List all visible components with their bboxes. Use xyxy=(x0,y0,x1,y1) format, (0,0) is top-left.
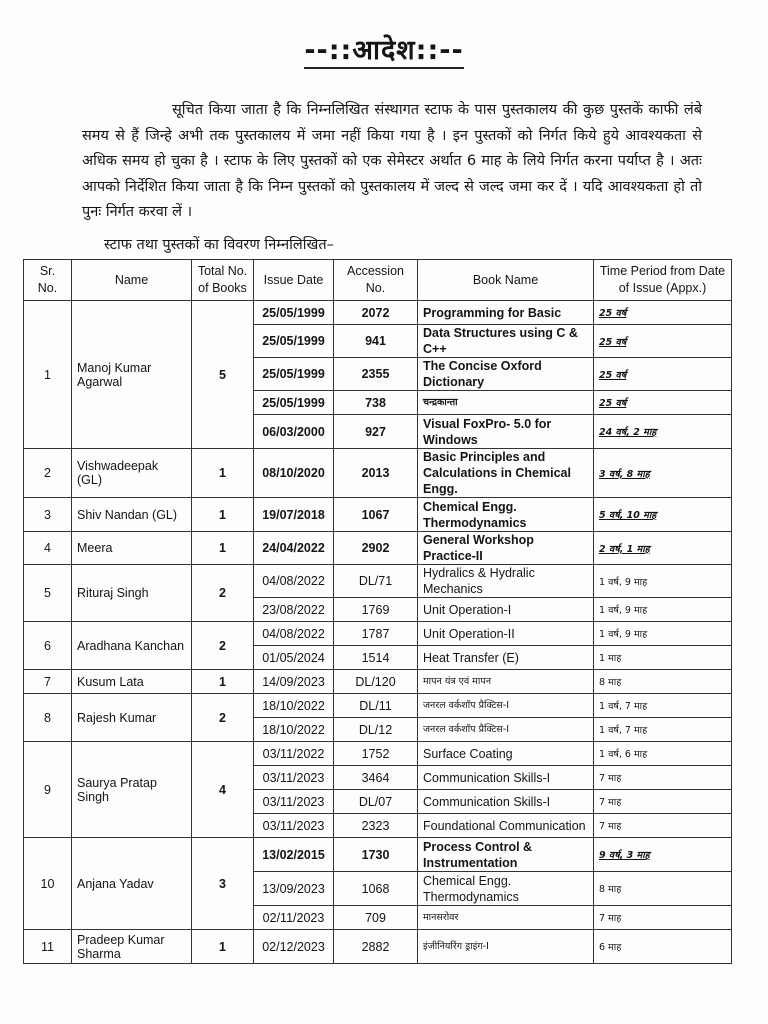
table-row xyxy=(24,930,732,964)
notice-paragraph: सूचित किया जाता है कि निम्नलिखित संस्थागत स्टाफ के पास पुस्तकालय की कुछ पुस्तकें काफी लंबे समय से हैं जिन्हे अभी तक पुस्तकालय में जमा नहीं किया गया है । इन पुस्तकों को निर्गत किये हुये आवश्यकता से अधिक समय हो चुका है । स्टाफ के लिए पुस्तकों को एक सेमेस्टर अर्थात 6 माह के लिये निर्गत करना पर्याप्त है । अतः आपको निर्देशित किया जाता है कि निम्न पुस्तकों को पुस्तकालय में जल्द से जल्द जमा कर दें । यदि आवश्यकता हो तो पुनः निर्गत करवा लें । xyxy=(82,102,702,220)
total-books-cell: 1 xyxy=(192,930,254,964)
accession-cell: 738 xyxy=(334,391,418,415)
book-name-cell: चन्द्रकान्ता xyxy=(418,391,594,415)
sr-no-cell: 10 xyxy=(24,838,72,930)
accession-cell: 2013 xyxy=(334,449,418,498)
sr-no-cell: 1 xyxy=(24,301,72,449)
table-row xyxy=(24,449,732,498)
staff-name-cell: Kusum Lata xyxy=(72,670,192,694)
table-row xyxy=(24,694,732,718)
table-row xyxy=(24,301,732,325)
period-cell: 25 वर्ष xyxy=(594,325,732,358)
accession-cell: DL/71 xyxy=(334,565,418,598)
total-books-cell: 2 xyxy=(192,565,254,622)
period-cell: 9 वर्ष, 3 माह xyxy=(594,838,732,872)
period-cell: 24 वर्ष, 2 माह xyxy=(594,415,732,449)
period-cell: 25 वर्ष xyxy=(594,358,732,391)
period-cell: 1 वर्ष, 9 माह xyxy=(594,565,732,598)
total-books-cell: 1 xyxy=(192,670,254,694)
period-cell: 25 वर्ष xyxy=(594,391,732,415)
header-accession: Accession No. xyxy=(334,260,418,301)
accession-cell: 2902 xyxy=(334,532,418,565)
period-cell: 25 वर्ष xyxy=(594,301,732,325)
issue-date-cell: 19/07/2018 xyxy=(254,498,334,532)
sr-no-cell: 3 xyxy=(24,498,72,532)
staff-name-cell: Shiv Nandan (GL) xyxy=(72,498,192,532)
issue-date-cell: 25/05/1999 xyxy=(254,301,334,325)
book-name-cell: इंजीनियरिंग ड्राइंग-I xyxy=(418,930,594,964)
sr-no-cell: 11 xyxy=(24,930,72,964)
sr-no-cell: 2 xyxy=(24,449,72,498)
sr-no-cell: 6 xyxy=(24,622,72,670)
sr-no-cell: 9 xyxy=(24,742,72,838)
book-name-cell: Hydralics & Hydralic Mechanics xyxy=(418,565,594,598)
accession-cell: 709 xyxy=(334,906,418,930)
total-books-cell: 2 xyxy=(192,622,254,670)
staff-name-cell: Rajesh Kumar xyxy=(72,694,192,742)
period-cell: 6 माह xyxy=(594,930,732,964)
total-books-cell: 1 xyxy=(192,449,254,498)
book-name-cell: Chemical Engg. Thermodynamics xyxy=(418,872,594,906)
issue-date-cell: 03/11/2023 xyxy=(254,766,334,790)
issue-date-cell: 24/04/2022 xyxy=(254,532,334,565)
table-header-row xyxy=(24,260,732,301)
staff-name-cell: Aradhana Kanchan xyxy=(72,622,192,670)
table-row xyxy=(24,838,732,872)
issue-date-cell: 03/11/2022 xyxy=(254,742,334,766)
book-name-cell: Communication Skills-I xyxy=(418,790,594,814)
issue-date-cell: 25/05/1999 xyxy=(254,391,334,415)
accession-cell: 1068 xyxy=(334,872,418,906)
accession-cell: 1787 xyxy=(334,622,418,646)
issue-date-cell: 23/08/2022 xyxy=(254,598,334,622)
issue-date-cell: 03/11/2023 xyxy=(254,790,334,814)
issue-date-cell: 13/09/2023 xyxy=(254,872,334,906)
book-name-cell: Visual FoxPro- 5.0 for Windows xyxy=(418,415,594,449)
total-books-cell: 3 xyxy=(192,838,254,930)
issue-date-cell: 25/05/1999 xyxy=(254,358,334,391)
total-books-cell: 1 xyxy=(192,498,254,532)
book-name-cell: Basic Principles and Calculations in Chemical Engg. xyxy=(418,449,594,498)
header-issue-date: Issue Date xyxy=(254,260,334,301)
accession-cell: 1730 xyxy=(334,838,418,872)
period-cell: 1 वर्ष, 9 माह xyxy=(594,598,732,622)
table-row xyxy=(24,565,732,598)
book-name-cell: Heat Transfer (E) xyxy=(418,646,594,670)
issue-date-cell: 02/11/2023 xyxy=(254,906,334,930)
accession-cell: 2355 xyxy=(334,358,418,391)
accession-cell: DL/12 xyxy=(334,718,418,742)
accession-cell: 927 xyxy=(334,415,418,449)
book-name-cell: Programming for Basic xyxy=(418,301,594,325)
page-title: --::आदेश::-- xyxy=(0,30,768,67)
period-cell: 1 वर्ष, 6 माह xyxy=(594,742,732,766)
period-cell: 1 वर्ष, 7 माह xyxy=(594,718,732,742)
staff-name-cell: Rituraj Singh xyxy=(72,565,192,622)
table-row xyxy=(24,742,732,766)
book-name-cell: Process Control & Instrumentation xyxy=(418,838,594,872)
issue-date-cell: 06/03/2000 xyxy=(254,415,334,449)
total-books-cell: 4 xyxy=(192,742,254,838)
total-books-cell: 1 xyxy=(192,532,254,565)
issue-date-cell: 25/05/1999 xyxy=(254,325,334,358)
accession-cell: 1752 xyxy=(334,742,418,766)
issue-date-cell: 03/11/2023 xyxy=(254,814,334,838)
staff-name-cell: Saurya Pratap Singh xyxy=(72,742,192,838)
sr-no-cell: 5 xyxy=(24,565,72,622)
header-sr: Sr. No. xyxy=(24,260,72,301)
issue-date-cell: 14/09/2023 xyxy=(254,670,334,694)
book-name-cell: जनरल वर्कशॉप प्रैक्टिस-I xyxy=(418,718,594,742)
period-cell: 2 वर्ष, 1 माह xyxy=(594,532,732,565)
period-cell: 7 माह xyxy=(594,766,732,790)
book-name-cell: Communication Skills-I xyxy=(418,766,594,790)
accession-cell: 1769 xyxy=(334,598,418,622)
issue-date-cell: 02/12/2023 xyxy=(254,930,334,964)
staff-name-cell: Vishwadeepak (GL) xyxy=(72,449,192,498)
book-name-cell: Unit Operation-II xyxy=(418,622,594,646)
table-row xyxy=(24,532,732,565)
staff-books-table xyxy=(23,259,732,964)
issue-date-cell: 08/10/2020 xyxy=(254,449,334,498)
book-name-cell: Surface Coating xyxy=(418,742,594,766)
period-cell: 7 माह xyxy=(594,790,732,814)
accession-cell: 2323 xyxy=(334,814,418,838)
table-body xyxy=(24,301,732,964)
accession-cell: 941 xyxy=(334,325,418,358)
book-name-cell: मानसरोवर xyxy=(418,906,594,930)
sr-no-cell: 4 xyxy=(24,532,72,565)
accession-cell: 2072 xyxy=(334,301,418,325)
total-books-cell: 5 xyxy=(192,301,254,449)
period-cell: 1 वर्ष, 9 माह xyxy=(594,622,732,646)
book-name-cell: General Workshop Practice-II xyxy=(418,532,594,565)
period-cell: 1 वर्ष, 7 माह xyxy=(594,694,732,718)
period-cell: 1 माह xyxy=(594,646,732,670)
table-row xyxy=(24,498,732,532)
staff-name-cell: Manoj Kumar Agarwal xyxy=(72,301,192,449)
book-name-cell: मापन यंत्र एवं मापन xyxy=(418,670,594,694)
header-period: Time Period from Date of Issue (Appx.) xyxy=(594,260,732,301)
accession-cell: 1067 xyxy=(334,498,418,532)
accession-cell: 2882 xyxy=(334,930,418,964)
issue-date-cell: 18/10/2022 xyxy=(254,694,334,718)
period-cell: 7 माह xyxy=(594,814,732,838)
issue-date-cell: 01/05/2024 xyxy=(254,646,334,670)
table-row xyxy=(24,622,732,646)
book-name-cell: Chemical Engg. Thermodynamics xyxy=(418,498,594,532)
period-cell: 8 माह xyxy=(594,872,732,906)
book-name-cell: Unit Operation-I xyxy=(418,598,594,622)
issue-date-cell: 04/08/2022 xyxy=(254,622,334,646)
book-name-cell: The Concise Oxford Dictionary xyxy=(418,358,594,391)
issue-date-cell: 04/08/2022 xyxy=(254,565,334,598)
period-cell: 3 वर्ष, 8 माह xyxy=(594,449,732,498)
accession-cell: 1514 xyxy=(334,646,418,670)
staff-name-cell: Meera xyxy=(72,532,192,565)
total-books-cell: 2 xyxy=(192,694,254,742)
book-name-cell: जनरल वर्कशॉप प्रैक्टिस-I xyxy=(418,694,594,718)
table-caption: स्टाफ तथा पुस्तकों का विवरण निम्नलिखित– xyxy=(104,237,334,253)
accession-cell: DL/07 xyxy=(334,790,418,814)
book-name-cell: Data Structures using C & C++ xyxy=(418,325,594,358)
staff-name-cell: Pradeep Kumar Sharma xyxy=(72,930,192,964)
issue-date-cell: 13/02/2015 xyxy=(254,838,334,872)
header-name: Name xyxy=(72,260,192,301)
staff-name-cell: Anjana Yadav xyxy=(72,838,192,930)
table-row xyxy=(24,670,732,694)
book-name-cell: Foundational Communication xyxy=(418,814,594,838)
accession-cell: DL/11 xyxy=(334,694,418,718)
period-cell: 7 माह xyxy=(594,906,732,930)
period-cell: 5 वर्ष, 10 माह xyxy=(594,498,732,532)
sr-no-cell: 7 xyxy=(24,670,72,694)
header-book-name: Book Name xyxy=(418,260,594,301)
accession-cell: 3464 xyxy=(334,766,418,790)
header-total: Total No. of Books xyxy=(192,260,254,301)
issue-date-cell: 18/10/2022 xyxy=(254,718,334,742)
accession-cell: DL/120 xyxy=(334,670,418,694)
period-cell: 8 माह xyxy=(594,670,732,694)
sr-no-cell: 8 xyxy=(24,694,72,742)
